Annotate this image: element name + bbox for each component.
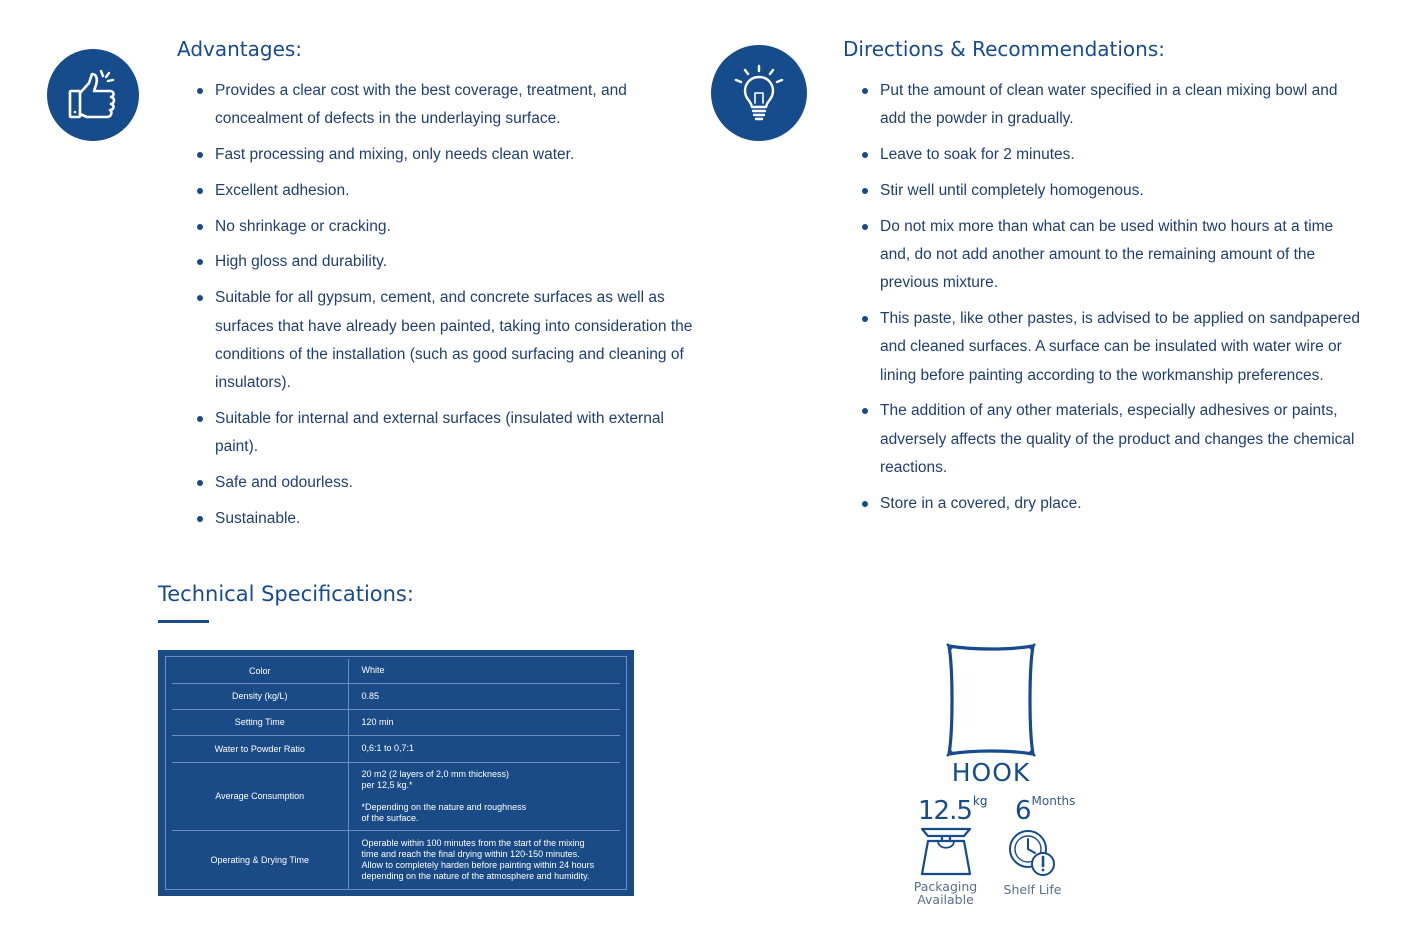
table-row	[172, 683, 620, 709]
shelf-unit: Months	[1031, 794, 1076, 808]
list-item: Leave to soak for 2 minutes.	[862, 141, 1362, 169]
spec-value: White	[348, 659, 620, 683]
brand-name: HOOK	[951, 758, 1031, 787]
spec-table	[172, 659, 620, 890]
table-row	[172, 709, 620, 735]
spec-table-panel	[158, 650, 634, 896]
scale-icon	[918, 826, 974, 878]
weight-value	[918, 794, 987, 826]
list-item: No shrinkage or cracking.	[197, 213, 697, 241]
list-item: Stir well until completely homogenous.	[862, 177, 1362, 205]
clock-warning-icon	[1006, 829, 1058, 879]
list-item: Sustainable.	[197, 505, 697, 533]
weight-number: 12.5	[918, 796, 972, 826]
shelf-number: 6	[1015, 796, 1032, 826]
list-item: Suitable for all gypsum, cement, and concrete surfaces as well as surfaces that have already been painted, taking into consideration the conditions of the installation (such as good surfacing and cleaning of insulators).	[197, 284, 697, 397]
title-underline	[158, 620, 209, 623]
spec-value: 120 min	[348, 709, 620, 735]
shelf-life-value	[1015, 794, 1075, 826]
list-item: Fast processing and mixing, only needs clean water.	[197, 141, 697, 169]
thumbs-up-icon	[47, 49, 139, 141]
bag-icon	[943, 640, 1039, 760]
list-item: Do not mix more than what can be used within two hours at a time and, do not add another amount to the remaining amount of the previous mixture.	[862, 213, 1362, 298]
spec-key: Density (kg/L)	[172, 683, 348, 709]
list-item: Excellent adhesion.	[197, 177, 697, 205]
spec-key: Water to Powder Ratio	[172, 735, 348, 762]
spec-value: 0.85	[348, 683, 620, 709]
advantages-title: Advantages:	[177, 37, 303, 61]
spec-value: Operable within 100 minutes from the start of the mixing time and reach the final drying within 120-150 minutes. Allow to completely harden before painting within 24 hours depending on the nature of the atmosphere and humidity.	[361, 838, 595, 882]
list-item: Store in a covered, dry place.	[862, 490, 1362, 518]
lightbulb-icon	[711, 45, 807, 141]
spec-key: Average Consumption	[172, 762, 348, 830]
list-item: Provides a clear cost with the best coverage, treatment, and concealment of defects in the underlaying surface.	[197, 77, 697, 134]
list-item: This paste, like other pastes, is advised to be applied on sandpapered and cleaned surfaces. A surface can be insulated with water wire or lining before painting according to the workmanship preferences.	[862, 305, 1362, 390]
list-item: Safe and odourless.	[197, 469, 697, 497]
spec-key: Setting Time	[172, 709, 348, 735]
spec-value: 20 m2 (2 layers of 2,0 mm thickness) per 12,5 kg.* *Depending on the nature and roughness of the surface.	[348, 762, 620, 830]
shelf-life-caption: Shelf Life	[1003, 882, 1062, 897]
spec-key: Operating & Drying Time	[172, 830, 348, 890]
advantages-list	[197, 77, 697, 541]
list-item: The addition of any other materials, especially adhesives or paints, adversely affects the quality of the product and changes the chemical reactions.	[862, 397, 1362, 482]
directions-list	[862, 77, 1362, 526]
list-item: High gloss and durability.	[197, 248, 697, 276]
list-item: Suitable for internal and external surfaces (insulated with external paint).	[197, 405, 697, 462]
table-row	[172, 762, 620, 830]
spec-key: Color	[172, 659, 348, 683]
table-row	[172, 830, 620, 890]
list-item: Put the amount of clean water specified in a clean mixing bowl and add the powder in gradually.	[862, 77, 1362, 134]
spec-value: 0,6:1 to 0,7:1	[348, 735, 620, 762]
directions-title: Directions & Recommendations:	[843, 37, 1165, 61]
product-badge	[905, 638, 1085, 918]
table-row	[172, 735, 620, 762]
packaging-caption: Packaging Available	[913, 879, 978, 907]
table-row	[172, 659, 620, 683]
weight-unit: kg	[972, 794, 988, 808]
technical-title: Technical Specifications:	[158, 582, 414, 606]
